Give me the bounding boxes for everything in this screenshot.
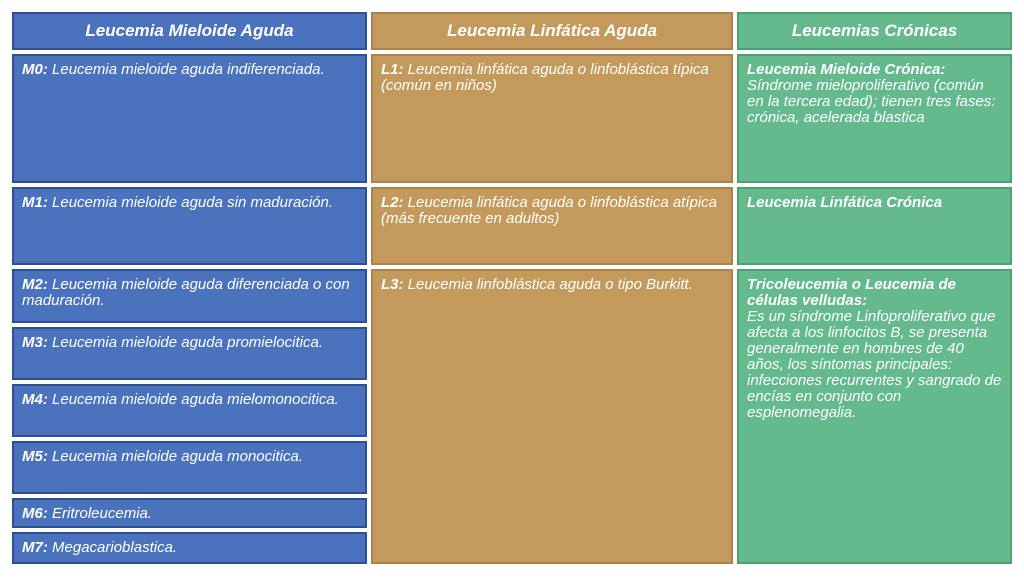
cronicas-title: Leucemia Mieloide Crónica: [747,61,946,78]
linfatica-code: L1: [381,61,404,78]
mieloide-cell-m3 [12,327,367,380]
mieloide-desc: Leucemia mieloide aguda mielomonocitica. [47,391,339,408]
linfatica-code: L2: [381,194,404,211]
mieloide-code: M5: [22,448,48,465]
cronicas-cell-linfatica [737,187,1012,265]
mieloide-cell-m5 [12,441,367,494]
cronicas-title: Leucemia Linfática Crónica [747,194,943,211]
mieloide-cell-m4 [12,384,367,437]
mieloide-cell-m7 [12,532,367,564]
mieloide-desc: Megacarioblastica. [47,539,178,556]
cronicas-desc: Síndrome mieloproliferativo (común en la tercera edad); tienen tres fases: crónica, acelerada blastica [747,77,996,126]
linfatica-desc: Leucemia linfoblástica aguda o tipo Burkitt. [403,276,693,293]
mieloide-desc: Leucemia mieloide aguda diferenciada o con maduración. [22,276,350,309]
cronicas-cell-tricoleucemia [737,269,1012,564]
mieloide-desc: Eritroleucemia. [47,505,153,522]
mieloide-cell-m6 [12,498,367,528]
mieloide-cell-m1 [12,187,367,265]
header-linfatica-label: Leucemia Linfática Aguda [446,21,658,40]
linfatica-code: L3: [381,276,404,293]
mieloide-cell-m0 [12,54,367,183]
mieloide-desc: Leucemia mieloide aguda promielocitica. [47,334,323,351]
mieloide-code: M7: [22,539,48,556]
linfatica-desc: Leucemia linfática aguda o linfoblástica atípica (más frecuente en adultos) [381,194,718,227]
linfatica-cell-l1 [371,54,733,183]
mieloide-desc: Leucemia mieloide aguda sin maduración. [47,194,334,211]
mieloide-code: M3: [22,334,48,351]
header-mieloide-aguda [12,12,367,50]
mieloide-code: M0: [22,61,48,78]
mieloide-desc: Leucemia mieloide aguda monocitica. [47,448,303,465]
mieloide-desc: Leucemia mieloide aguda indiferenciada. [47,61,325,78]
cronicas-cell-mieloide [737,54,1012,183]
mieloide-code: M2: [22,276,48,293]
mieloide-code: M6: [22,505,48,522]
header-cronicas-label: Leucemias Crónicas [791,21,958,40]
header-mieloide-label: Leucemia Mieloide Aguda [85,21,294,40]
mieloide-code: M4: [22,391,48,408]
header-linfatica-aguda [371,12,733,50]
linfatica-cell-l3 [371,269,733,564]
linfatica-cell-l2 [371,187,733,265]
mieloide-code: M1: [22,194,48,211]
cronicas-title: Tricoleucemia o Leucemia de células velludas: [747,276,956,309]
header-leucemias-cronicas [737,12,1012,50]
cronicas-desc: Es un síndrome Linfoproliferativo que afecta a los linfocitos B, se presenta generalmente en hombres de 40 años, los síntomas principales: infecciones recurrentes y sangrado de encías en conjunto con esplenomegalia. [747,308,1002,421]
mieloide-cell-m2 [12,269,367,323]
linfatica-desc: Leucemia linfática aguda o linfoblástica típica (común en niños) [381,61,709,94]
